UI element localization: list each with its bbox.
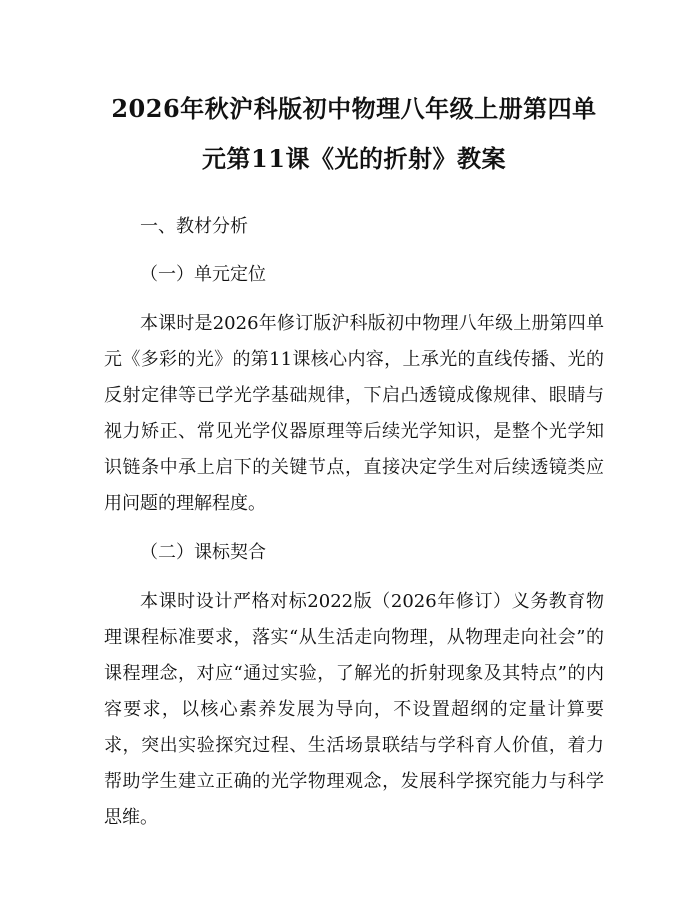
paragraph-curriculum: 本课时设计严格对标2022版（2026年修订）义务教育物理课程标准要求，落实“从生活走向物理，从物理走向社会”的课程理念，对应“通过实验，了解光的折射现象及其特点”的内容要求，以核心素养发展为导向，不设置超纲的定量计算要求，突出实验探究过程、生活场景联结与学科育人价值，着力帮助学生建立正确的光学物理观念，发展科学探究能力与科学思维。 <box>104 591 604 828</box>
subsection-heading-curriculum: （二）课标契合 <box>140 542 266 563</box>
subsection-heading-unit-position: （一）单元定位 <box>140 264 266 285</box>
document-title: 2026年秋沪科版初中物理八年级上册第四单元第11课《光的折射》教案 <box>111 94 597 173</box>
section-heading: 一、教材分析 <box>140 216 248 237</box>
paragraph-unit-position: 本课时是2026年修订版沪科版初中物理八年级上册第四单元《多彩的光》的第11课核心内容，上承光的直线传播、光的反射定律等已学光学基础规律，下启凸透镜成像规律、眼睛与视力矫正、常见光学仪器原理等后续光学知识，是整个光学知识链条中承上启下的关键节点，直接决定学生对后续透镜类应用问题的理解程度。 <box>104 313 604 514</box>
